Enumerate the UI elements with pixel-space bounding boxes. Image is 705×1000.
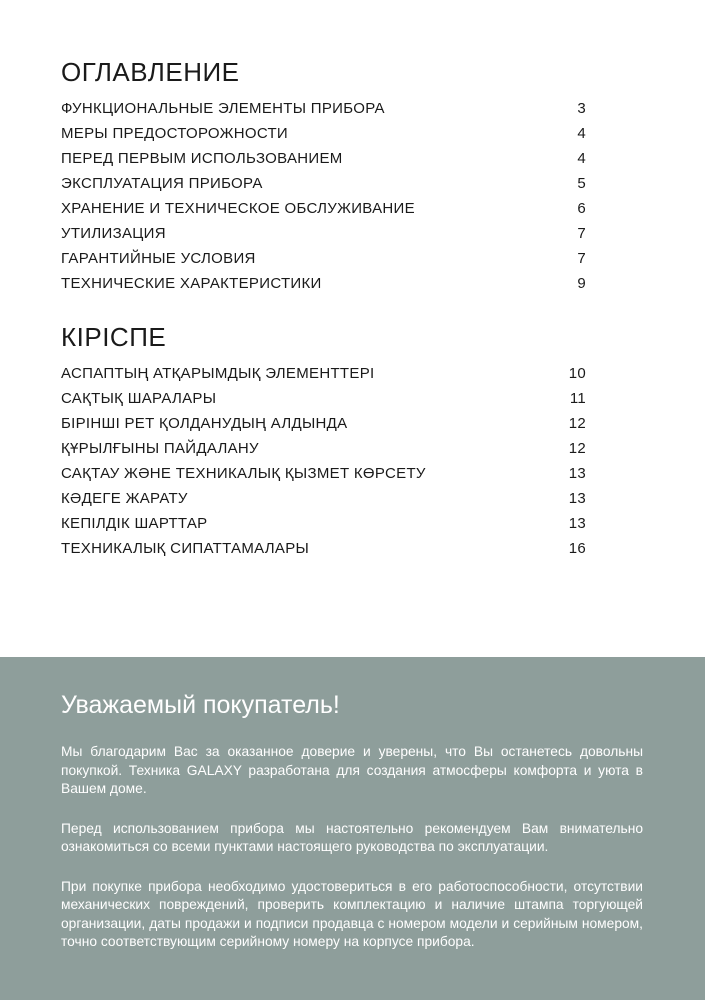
toc-entry-title: КӘДЕГЕ ЖАРАТУ [61, 490, 188, 507]
toc-entry [61, 150, 586, 175]
toc-entry [61, 100, 586, 125]
toc-kazakh [61, 322, 586, 565]
toc-entry [61, 415, 586, 440]
toc-entry [61, 250, 586, 275]
toc-list [61, 100, 586, 300]
toc-entry-page: 13 [568, 515, 586, 532]
toc-entry [61, 275, 586, 300]
toc-entry-page: 13 [568, 490, 586, 507]
toc-entry-title: ЭКСПЛУАТАЦИЯ ПРИБОРА [61, 175, 263, 192]
toc-entry-page: 4 [577, 125, 586, 142]
toc-entry [61, 390, 586, 415]
greeting-paragraph: Мы благодарим Вас за оказанное доверие и уверены, что Вы останетесь довольны покупкой. Техника GALAXY разработана для создания атмосферы комфорта и уюта в Вашем доме. [61, 744, 643, 796]
toc-entry [61, 540, 586, 565]
toc-entry-title: БІРІНШІ РЕТ ҚОЛДАНУДЫҢ АЛДЫНДА [61, 415, 348, 432]
toc-entry-page: 13 [568, 465, 586, 482]
toc-entry-page: 12 [568, 415, 586, 432]
toc-entry-page: 7 [577, 250, 586, 267]
toc-entry-page: 11 [569, 390, 586, 407]
toc-entry [61, 515, 586, 540]
toc-entry-title: МЕРЫ ПРЕДОСТОРОЖНОСТИ [61, 125, 289, 142]
toc-entry [61, 490, 586, 515]
toc-entry-title: ПЕРЕД ПЕРВЫМ ИСПОЛЬЗОВАНИЕМ [61, 150, 343, 167]
toc-entry-title: САҚТАУ ЖӘНЕ ТЕХНИКАЛЫҚ ҚЫЗМЕТ КӨРСЕТУ [61, 465, 426, 482]
toc-list [61, 365, 586, 565]
toc-entry-page: 9 [577, 275, 586, 292]
toc-entry-title: ФУНКЦИОНАЛЬНЫЕ ЭЛЕМЕНТЫ ПРИБОРА [61, 100, 385, 117]
toc-heading: ОГЛАВЛЕНИЕ [61, 57, 240, 87]
toc-russian [61, 57, 586, 300]
toc-entry-page: 10 [568, 365, 586, 382]
toc-entry [61, 175, 586, 200]
greeting-panel [0, 657, 705, 1000]
toc-entry [61, 465, 586, 490]
toc-entry [61, 440, 586, 465]
toc-entry [61, 200, 586, 225]
toc-entry-title: ҚҰРЫЛҒЫНЫ ПАЙДАЛАНУ [61, 440, 259, 457]
toc-entry-page: 5 [577, 175, 586, 192]
toc-entry-title: ХРАНЕНИЕ И ТЕХНИЧЕСКОЕ ОБСЛУЖИВАНИЕ [61, 200, 415, 217]
toc-entry-page: 12 [568, 440, 586, 457]
toc-entry-title: ТЕХНИКАЛЫҚ СИПАТТАМАЛАРЫ [61, 540, 310, 557]
toc-entry-title: ТЕХНИЧЕСКИЕ ХАРАКТЕРИСТИКИ [61, 275, 322, 292]
toc-heading: КІРІСПЕ [61, 322, 167, 352]
toc-entry-title: КЕПІЛДІК ШАРТТАР [61, 515, 208, 532]
toc-entry-title: УТИЛИЗАЦИЯ [61, 225, 166, 242]
toc-entry-title: ГАРАНТИЙНЫЕ УСЛОВИЯ [61, 250, 256, 267]
greeting-paragraph: Перед использованием прибора мы настоятельно рекомендуем Вам внимательно ознакомиться со всеми пунктами настоящего руководства по эксплуатации. [61, 820, 643, 854]
toc-entry-page: 3 [577, 100, 586, 117]
toc-entry-title: САҚТЫҚ ШАРАЛАРЫ [61, 390, 217, 407]
greeting-paragraph: При покупке прибора необходимо удостовериться в его работоспособности, отсутствии механических повреждений, проверить комплектацию и наличие штампа торгующей организации, даты продажи и подписи продавца с номером модели и серийным номером, точно соответствующим серийному номеру на корпусе прибора. [61, 878, 643, 949]
toc-entry [61, 225, 586, 250]
toc-entry-title: АСПАПТЫҢ АТҚАРЫМДЫҚ ЭЛЕМЕНТТЕРІ [61, 365, 375, 382]
greeting-title: Уважаемый покупатель! [61, 691, 340, 719]
toc-entry-page: 7 [577, 225, 586, 242]
toc-entry-page: 16 [568, 540, 586, 557]
toc-entry [61, 125, 586, 150]
toc-entry-page: 4 [577, 150, 586, 167]
toc-entry-page: 6 [577, 200, 586, 217]
toc-entry [61, 365, 586, 390]
